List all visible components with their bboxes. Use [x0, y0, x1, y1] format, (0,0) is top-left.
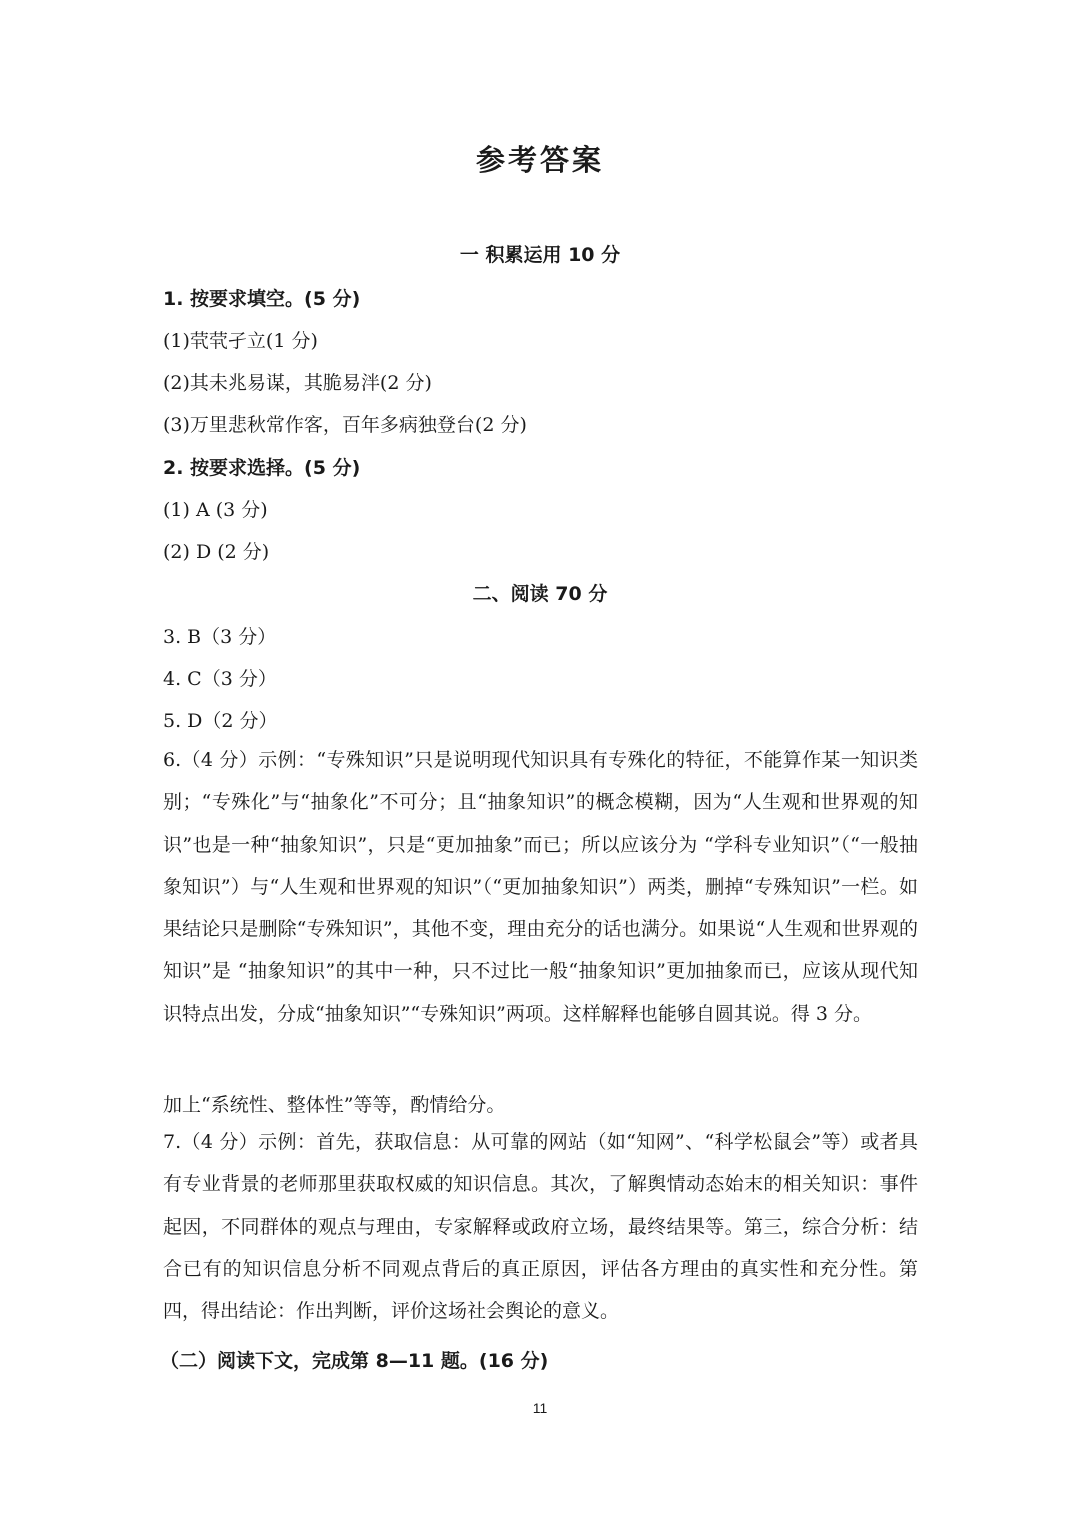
reading-subsection-heading: （二）阅读下文，完成第 8—11 题。(16 分)	[160, 1350, 549, 1372]
question-2-answer-2: (2) D (2 分)	[163, 541, 270, 563]
question-1-answer-1: (1)茕茕孑立(1 分)	[163, 330, 318, 352]
question-6-note: 加上“系统性、整体性”等等，酌情给分。	[163, 1094, 506, 1116]
question-2-answer-1: (1) A (3 分)	[163, 499, 268, 521]
question-2-heading: 2. 按要求选择。(5 分)	[163, 457, 361, 479]
question-3-answer: 3. B（3 分）	[163, 626, 277, 648]
page-title: 参考答案	[475, 143, 604, 177]
question-4-answer: 4. C（3 分）	[163, 668, 277, 690]
question-6-answer: 6.（4 分）示例：“专殊知识”只是说明现代知识具有专殊化的特征，不能算作某一知识类别；“专殊化”与“抽象化”不可分；且“抽象知识”的概念模糊，因为“人生观和世界观的知识”也是一种“抽象知识”，只是“更加抽象”而已；所以应该分为 “学科专业知识”（“一般抽象知识”）与“人生观和世界观的知识”（“更加抽象知识”）两类，删掉“专殊知识”一栏。如果结论只是删除“专殊知识”，其他不变，理由充分的话也满分。如果说“人生观和世界观的知识”是 “抽象知识”的其中一种，只不过比一般“抽象知识”更加抽象而已，应该从现代知识特点出发，分成“抽象知识”“专殊知识”两项。这样解释也能够自圆其说。得 3 分。	[163, 749, 918, 1025]
question-1-answer-2: (2)其未兆易谋，其脆易泮(2 分)	[163, 372, 432, 394]
question-5-answer: 5. D（2 分）	[163, 710, 278, 732]
page-number: 11	[532, 1400, 548, 1416]
question-1-answer-3: (3)万里悲秋常作客，百年多病独登台(2 分)	[163, 414, 527, 436]
question-7-answer: 7.（4 分）示例：首先，获取信息：从可靠的网站（如“知网”、“科学松鼠会”等）或者具有专业背景的老师那里获取权威的知识信息。其次，了解舆情动态始末的相关知识：事件起因，不同群体的观点与理由，专家解释或政府立场，最终结果等。第三，综合分析：结合已有的知识信息分析不同观点背后的真正原因，评估各方理由的真实性和充分性。第四，得出结论：作出判断，评价这场社会舆论的意义。	[163, 1131, 918, 1323]
section-heading-reading: 二、阅读 70 分	[472, 583, 608, 605]
question-1-heading: 1. 按要求填空。(5 分)	[163, 288, 361, 310]
section-heading-accumulation: 一 积累运用 10 分	[459, 244, 621, 266]
